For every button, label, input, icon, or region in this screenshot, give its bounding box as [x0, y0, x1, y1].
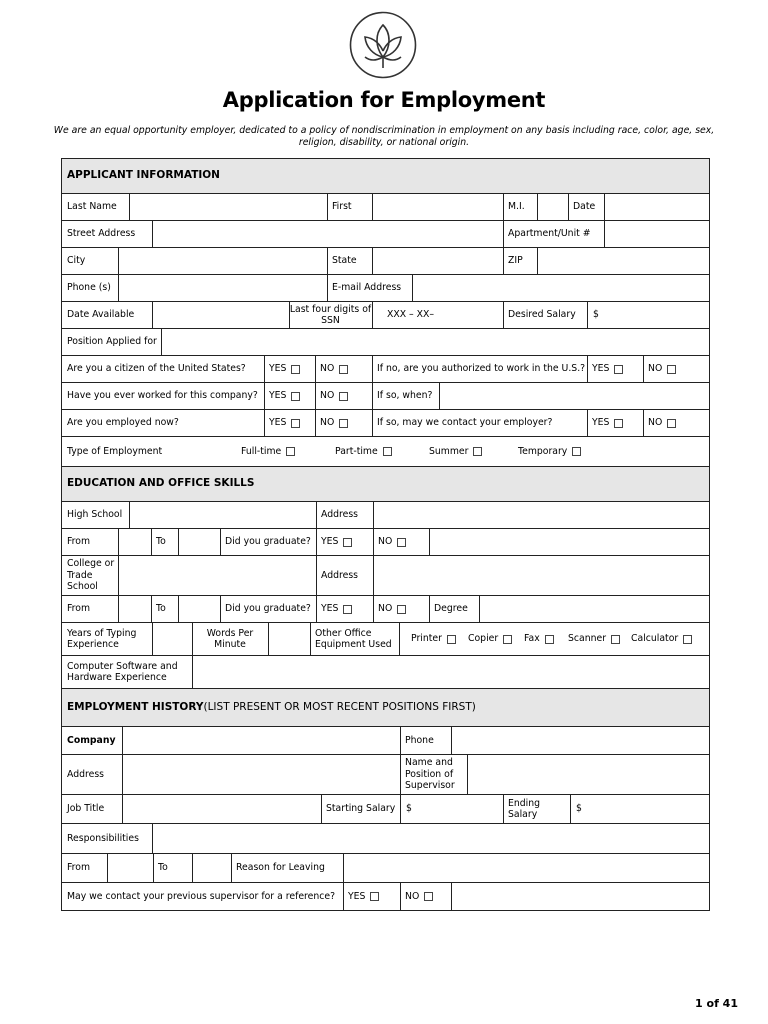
date-available-field[interactable]: [153, 302, 289, 328]
contact-employer-question: If so, may we contact your employer?: [377, 417, 553, 429]
position-row: [62, 328, 709, 355]
reference-question: May we contact your previous supervisor for a reference?: [67, 890, 336, 902]
college-row: [62, 555, 709, 595]
checkbox[interactable]: [370, 892, 379, 901]
company-phone-label: Phone: [405, 734, 434, 746]
lotus-leaf-icon: [349, 11, 417, 79]
responsibilities-label: Responsibilities: [67, 832, 139, 844]
graduate-question: Did you graduate?: [225, 536, 311, 548]
phone-field[interactable]: [119, 275, 327, 301]
worked-question: Have you ever worked for this company?: [67, 390, 258, 402]
company-field[interactable]: [123, 727, 400, 754]
ending-salary-label: Ending Salary: [508, 797, 541, 820]
starting-salary-label: Starting Salary: [326, 803, 396, 815]
equipment-label: Other Office Equipment Used: [315, 627, 392, 650]
citizen-no[interactable]: NO: [315, 356, 372, 382]
ssn-field[interactable]: XXX – XX–: [387, 309, 435, 321]
checkbox[interactable]: [424, 892, 433, 901]
reason-label: Reason for Leaving: [236, 862, 325, 874]
citizen-question: Are you a citizen of the United States?: [67, 363, 246, 375]
part-time-option[interactable]: Part-time: [330, 437, 420, 466]
calculator-option[interactable]: Calculator: [626, 623, 706, 655]
high-school-field[interactable]: [130, 502, 316, 528]
reference-yes[interactable]: YES: [343, 883, 400, 910]
graduate-no[interactable]: NO: [373, 529, 429, 555]
degree-field[interactable]: [480, 596, 709, 622]
first-name-label: First: [332, 201, 352, 213]
high-school-address-field[interactable]: [374, 502, 709, 528]
apartment-label: Apartment/Unit #: [508, 228, 591, 240]
authorized-question: If no, are you authorized to work in the U.S.?: [377, 363, 586, 375]
checkbox[interactable]: [397, 538, 406, 547]
from-label: From: [67, 862, 91, 874]
to-label: To: [158, 862, 168, 874]
checkbox[interactable]: [447, 635, 456, 644]
college-address-label: Address: [321, 569, 359, 581]
checkbox[interactable]: [383, 447, 392, 456]
wpm-field[interactable]: [269, 623, 310, 655]
company-row: [62, 726, 709, 754]
application-form: [61, 158, 710, 911]
contact-employer-no[interactable]: NO: [643, 410, 709, 436]
city-row: [62, 247, 709, 274]
to-field[interactable]: [179, 596, 220, 622]
checkbox[interactable]: [667, 419, 676, 428]
checkbox[interactable]: [291, 365, 300, 374]
state-label: State: [332, 255, 357, 267]
checkbox[interactable]: [286, 447, 295, 456]
from-field[interactable]: [108, 854, 153, 882]
checkbox[interactable]: [339, 365, 348, 374]
reference-extra-field[interactable]: [452, 883, 709, 910]
company-address-label: Address: [67, 768, 105, 780]
responsibilities-field[interactable]: [153, 824, 709, 853]
zip-label: ZIP: [508, 255, 523, 267]
page-title: Application for Employment: [222, 88, 546, 112]
from-label: From: [67, 536, 91, 548]
to-field[interactable]: [193, 854, 231, 882]
company-phone-field[interactable]: [452, 727, 709, 754]
checkbox[interactable]: [291, 392, 300, 401]
mi-field[interactable]: [538, 194, 568, 220]
reference-row: [62, 882, 709, 910]
from-label: From: [67, 603, 91, 615]
email-field[interactable]: [413, 275, 709, 301]
temporary-option[interactable]: Temporary: [513, 437, 613, 466]
street-address-field[interactable]: [153, 221, 503, 247]
city-label: City: [67, 255, 86, 267]
contact-employer-yes[interactable]: YES: [587, 410, 643, 436]
job-title-field[interactable]: [123, 795, 321, 823]
date-available-row: [62, 301, 709, 328]
software-row: [62, 655, 709, 688]
graduate-yes[interactable]: YES: [316, 529, 373, 555]
checkbox[interactable]: [397, 605, 406, 614]
high-school-label: High School: [67, 509, 123, 521]
page-number: 1 of 41: [695, 997, 738, 1010]
employed-no[interactable]: NO: [315, 410, 372, 436]
employed-question: Are you employed now?: [67, 417, 179, 429]
email-label: E-mail Address: [332, 282, 402, 294]
responsibilities-row: [62, 823, 709, 853]
zip-field[interactable]: [538, 248, 709, 274]
typing-field[interactable]: [153, 623, 192, 655]
date-available-label: Date Available: [67, 309, 135, 321]
checkbox[interactable]: [291, 419, 300, 428]
last-name-field[interactable]: [130, 194, 327, 220]
from-field[interactable]: [119, 596, 151, 622]
checkbox[interactable]: [667, 365, 676, 374]
graduate-question: Did you graduate?: [225, 603, 311, 615]
fax-option[interactable]: Fax: [519, 623, 563, 655]
typing-label: Years of Typing Experience: [67, 627, 137, 650]
ssn-label: Last four digits of SSN: [289, 303, 372, 326]
from-field[interactable]: [119, 529, 151, 555]
supervisor-label: Name and Position of Supervisor: [405, 757, 455, 792]
checkbox[interactable]: [572, 447, 581, 456]
desired-salary-label: Desired Salary: [508, 309, 576, 321]
graduate-no[interactable]: NO: [373, 596, 429, 622]
date-field[interactable]: [605, 194, 709, 220]
degree-label: Degree: [434, 603, 468, 615]
employed-row: [62, 409, 709, 436]
summer-option[interactable]: Summer: [424, 437, 504, 466]
worked-no[interactable]: NO: [315, 383, 372, 409]
phone-row: [62, 274, 709, 301]
company-address-field[interactable]: [123, 755, 400, 794]
ending-salary-field[interactable]: $: [576, 803, 582, 815]
checkbox[interactable]: [683, 635, 692, 644]
section-header-education: EDUCATION AND OFFICE SKILLS: [62, 466, 709, 501]
checkbox[interactable]: [473, 447, 482, 456]
employment-type-row: [62, 436, 709, 466]
to-field[interactable]: [179, 529, 220, 555]
checkbox[interactable]: [343, 538, 352, 547]
employment-type-label: Type of Employment: [67, 445, 163, 457]
employed-yes[interactable]: YES: [264, 410, 315, 436]
reference-no[interactable]: NO: [400, 883, 451, 910]
scanner-option[interactable]: Scanner: [563, 623, 623, 655]
software-label: Computer Software and Hardware Experience: [67, 660, 178, 683]
job-title-row: [62, 794, 709, 823]
company-address-row: [62, 754, 709, 794]
name-row: [62, 193, 709, 220]
checkbox[interactable]: [503, 635, 512, 644]
first-name-field[interactable]: [373, 194, 503, 220]
checkbox[interactable]: [339, 419, 348, 428]
street-address-label: Street Address: [67, 228, 136, 240]
copier-option[interactable]: Copier: [463, 623, 518, 655]
checkbox[interactable]: [343, 605, 352, 614]
worked-row: [62, 382, 709, 409]
date-label: Date: [573, 201, 596, 213]
street-row: [62, 220, 709, 247]
intro-text: We are an equal opportunity employer, dedicated to a policy of nondiscrimination in employment on any basis including race, color, age, sex, religion, disability, or national origin.: [53, 125, 715, 148]
position-field[interactable]: [162, 329, 709, 355]
starting-salary-field[interactable]: $: [406, 803, 412, 815]
citizen-row: [62, 355, 709, 382]
software-field[interactable]: [193, 656, 709, 688]
when-field[interactable]: [440, 383, 709, 409]
checkbox[interactable]: [611, 635, 620, 644]
section-header-applicant: APPLICANT INFORMATION: [62, 158, 709, 193]
desired-salary-field[interactable]: $: [593, 309, 599, 321]
job-title-label: Job Title: [67, 803, 105, 815]
authorized-no[interactable]: NO: [643, 356, 709, 382]
worked-yes[interactable]: YES: [264, 383, 315, 409]
graduate-yes[interactable]: YES: [316, 596, 373, 622]
authorized-yes[interactable]: YES: [587, 356, 643, 382]
full-time-option[interactable]: Full-time: [236, 437, 321, 466]
to-label: To: [156, 536, 166, 548]
printer-option[interactable]: Printer: [406, 623, 462, 655]
state-field[interactable]: [373, 248, 503, 274]
college-label: College or Trade School: [67, 558, 115, 593]
phone-label: Phone (s): [67, 282, 111, 294]
college-address-field[interactable]: [374, 556, 709, 595]
wpm-label: Words Per Minute: [206, 627, 254, 650]
high-school-row: [62, 501, 709, 528]
office-skills-row: [62, 622, 709, 655]
checkbox[interactable]: [339, 392, 348, 401]
apartment-field[interactable]: [605, 221, 709, 247]
position-label: Position Applied for: [67, 336, 157, 348]
when-label: If so, when?: [377, 390, 433, 402]
citizen-yes[interactable]: YES: [264, 356, 315, 382]
high-school-extra-field[interactable]: [430, 529, 709, 555]
city-field[interactable]: [119, 248, 327, 274]
college-field[interactable]: [119, 556, 316, 595]
supervisor-field[interactable]: [468, 755, 709, 794]
company-label: Company: [67, 734, 116, 746]
high-school-address-label: Address: [321, 509, 359, 521]
college-dates-row: [62, 595, 709, 622]
checkbox[interactable]: [614, 365, 623, 374]
checkbox[interactable]: [545, 635, 554, 644]
employment-dates-row: [62, 853, 709, 882]
to-label: To: [156, 603, 166, 615]
reason-field[interactable]: [344, 854, 709, 882]
checkbox[interactable]: [614, 419, 623, 428]
last-name-label: Last Name: [67, 201, 117, 213]
mi-label: M.I.: [508, 201, 525, 213]
high-school-dates-row: [62, 528, 709, 555]
section-header-employment: EMPLOYMENT HISTORY (LIST PRESENT OR MOST RECENT POSITIONS FIRST): [62, 688, 709, 726]
